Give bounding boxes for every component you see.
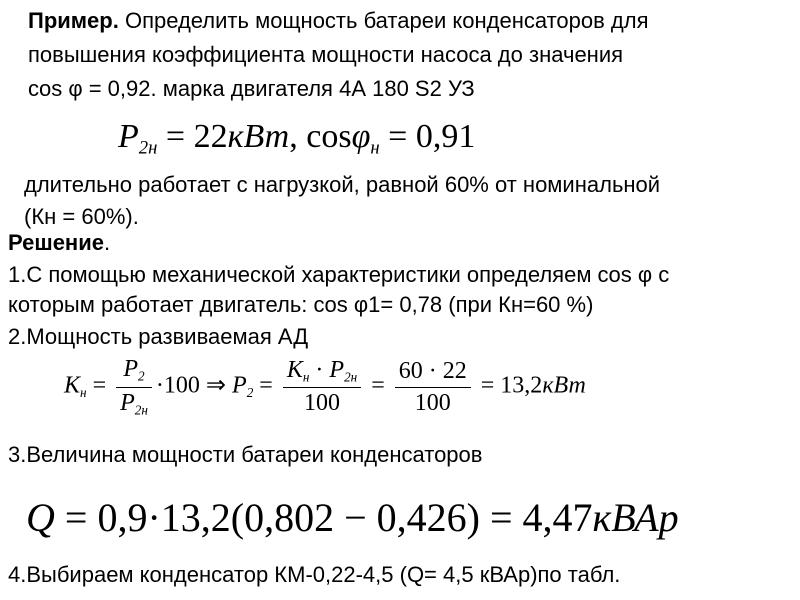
formula1-cos: , cos xyxy=(289,118,352,155)
formula1-eq2: = 0,91 xyxy=(379,118,476,155)
fraction3-numerator: 60 · 22 xyxy=(395,358,471,388)
intro-line-2: повышения коэффициента мощности насоса до значения xyxy=(28,42,624,67)
formula1-phi: φ xyxy=(351,118,371,155)
intro-line-1 xyxy=(28,8,649,34)
frac1-num-sub: 2 xyxy=(138,368,145,384)
formula2-result: = 13,2 xyxy=(474,372,543,399)
formula2-p2-sub: 2 xyxy=(246,385,254,401)
formula2-eq2: = xyxy=(253,372,279,399)
intro-line-3: cos φ = 0,92. марка двигателя 4А 180 S2 УЗ xyxy=(28,76,475,101)
formula3-q: Q xyxy=(26,495,55,540)
formula2-times100: ·100 ⇒ xyxy=(155,372,233,399)
frac2-num-k: K xyxy=(286,356,303,383)
fraction2-denominator: 100 xyxy=(304,390,341,417)
formula1-phi-sub: н xyxy=(370,137,380,159)
frac2-num-p: P xyxy=(329,356,345,383)
formula2-fraction-1 xyxy=(116,356,152,418)
intro-text-1: Определить мощность батареи конденсаторов для xyxy=(118,8,649,33)
frac1-den-p: P xyxy=(120,389,135,416)
formula-power-cos xyxy=(118,118,475,160)
fraction1-numerator xyxy=(116,356,152,388)
formula2-p2: P xyxy=(232,372,247,399)
formula2-fraction-2 xyxy=(283,357,361,418)
formula2-fraction-3 xyxy=(395,358,471,417)
step2-line: 2.Мощность развиваемая АД xyxy=(8,324,309,349)
formula-capacitor-power xyxy=(26,494,679,541)
step1-line-1: 1.С помощью механической характеристики определяем cos φ с xyxy=(8,262,670,287)
step1-line-2: которым работает двигатель: cos φ1= 0,78 (при Кн=60 %) xyxy=(8,292,594,317)
solution-heading-line xyxy=(8,230,110,256)
formula3-unit: кВАр xyxy=(592,495,679,540)
frac2-num-k-sub: н xyxy=(302,369,310,385)
formula1-p-sub: 2н xyxy=(138,137,158,159)
formula1-eq1: = 22 xyxy=(157,118,228,155)
formula-load-factor xyxy=(64,356,586,418)
frac2-num-dot: · xyxy=(309,356,330,383)
fraction3-denominator: 100 xyxy=(414,389,451,416)
solution-heading-dot: . xyxy=(103,230,111,255)
load-line-1: длительно работает с нагрузкой, равной 60% от номинальной xyxy=(24,172,661,197)
fraction1-denominator xyxy=(116,388,152,419)
step4-line: 4.Выбираем конденсатор КМ-0,22-4,5 (Q= 4,5 кВАр)по табл. xyxy=(8,562,621,587)
formula2-k-sub: н xyxy=(80,385,87,401)
example-label: Пример. xyxy=(28,8,119,33)
formula2-k: K xyxy=(64,372,81,399)
step3-line: 3.Величина мощности батареи конденсаторов xyxy=(8,442,483,467)
formula2-unit: кВт xyxy=(542,372,586,399)
frac2-num-p-sub: 2н xyxy=(344,369,358,385)
load-line-2: (Кн = 60%). xyxy=(24,204,139,229)
frac1-num-p: P xyxy=(123,356,139,382)
formula1-p: P xyxy=(118,118,139,155)
frac1-den-sub: 2н xyxy=(134,402,148,418)
formula3-expr: = 0,9·13,2(0,802 − 0,426) = 4,47 xyxy=(54,495,593,540)
solution-heading: Решение xyxy=(8,230,104,255)
formula2-eq: = xyxy=(86,372,113,399)
formula1-unit: кВт xyxy=(227,118,290,155)
formula2-eq3: = xyxy=(365,372,391,399)
fraction2-numerator xyxy=(283,357,361,389)
